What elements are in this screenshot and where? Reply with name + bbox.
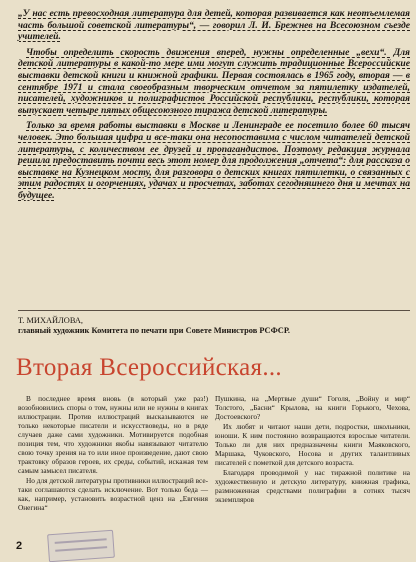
left-paragraph: В последнее время вновь (в который уже раз!) возобновились споры о том, нужны или не нужны в книгах иллюстрации. Против иллюстраций высказываются не только некоторые писатели и искусствоведы, но в ряде случаев даже сами художники. Мотивируется подобная позиция тем, что художники якобы навязывают читателю свою точку зрения на то или иное произведение, дают свою трактовку образов героев, их среды, событий, искажая тем самым замысел писателя. [18, 394, 208, 475]
author-byline [18, 316, 410, 337]
right-paragraph: Благодаря проводимой у нас тиражной политике на художественную и детскую литературу, книжная графика, размноженная средствами полиграфии в сотнях тысяч экземпляров [215, 468, 410, 504]
intro-paragraph-exhibitions: Чтобы определить скорость движения вперед, нужны определенные „вехи“. Для детской литературы в какой-то мере ими могут служить традиционные Всероссийские выставки детской книги и книжной графики. Первая состоялась в 1965 году, вторая — в сентябре 1971 и стала своеобразным творческим отчетом за пятилетку издателей, писателей, художников и полиграфистов Российской республики, республики, которая выпускает четыре пятых общесоюзного тиража детской литературы. [18, 46, 410, 116]
right-paragraph: Их любят и читают наши дети, подростки, школьники, юноши. К ним постоянно возвращаются взрослые читатели. Только ли для них предназначены книги Маяковского, Маршака, Чуковского, Носова и других талантливых писателей с пометкой для детского возраста. [215, 422, 410, 467]
article-column-left [18, 394, 208, 513]
article-headline: Вторая Всероссийская... [16, 354, 282, 381]
intro-paragraph-quote: „У нас есть превосходная литература для детей, которая развивается как неотъемлемая часть большой советской литературы“, — говорил Л. И. Брежнев на Всесоюзном съезде учителей. [18, 8, 410, 43]
article-column-right [215, 394, 410, 505]
editorial-intro [18, 8, 410, 206]
library-stamp-icon [47, 530, 115, 562]
left-paragraph: Но для детской литературы противники иллюстраций все-таки соглашаются сделать исключение. Вот только беда — как, например, установить возрастной ценз на „Евгения Онегина“ [18, 476, 208, 512]
right-paragraph: Пушкина, на „Мертвые души“ Гоголя, „Войну и мир“ Толстого, „Басни“ Крылова, на книги Горького, Чехова, Достоевского? [215, 394, 410, 421]
divider-rule [18, 310, 410, 311]
author-role: главный художник Комитета по печати при Совете Министров РСФСР. [18, 326, 290, 336]
page-number: 2 [16, 540, 23, 552]
author-name: Т. МИХАЙЛОВА, [18, 316, 84, 325]
intro-paragraph-visitors: Только за время работы выставки в Москве и Ленинграде ее посетило более 60 тысяч человек. Это большая цифра и все-таки она несопоставима с числом читателей детской литературы, с количеством ее друзей и пропагандистов. Поэтому редакция журнала решила предоставить почти весь этот номер для продолжения „отчета“: для рассказа о выставке на Кузнецком мосту, для разговора о детских книгах пятилетки, о связанных с этим радостях и огорчениях, удачах и просчетах, заботах сегодняшнего дня и мечтах на будущее. [18, 120, 410, 201]
